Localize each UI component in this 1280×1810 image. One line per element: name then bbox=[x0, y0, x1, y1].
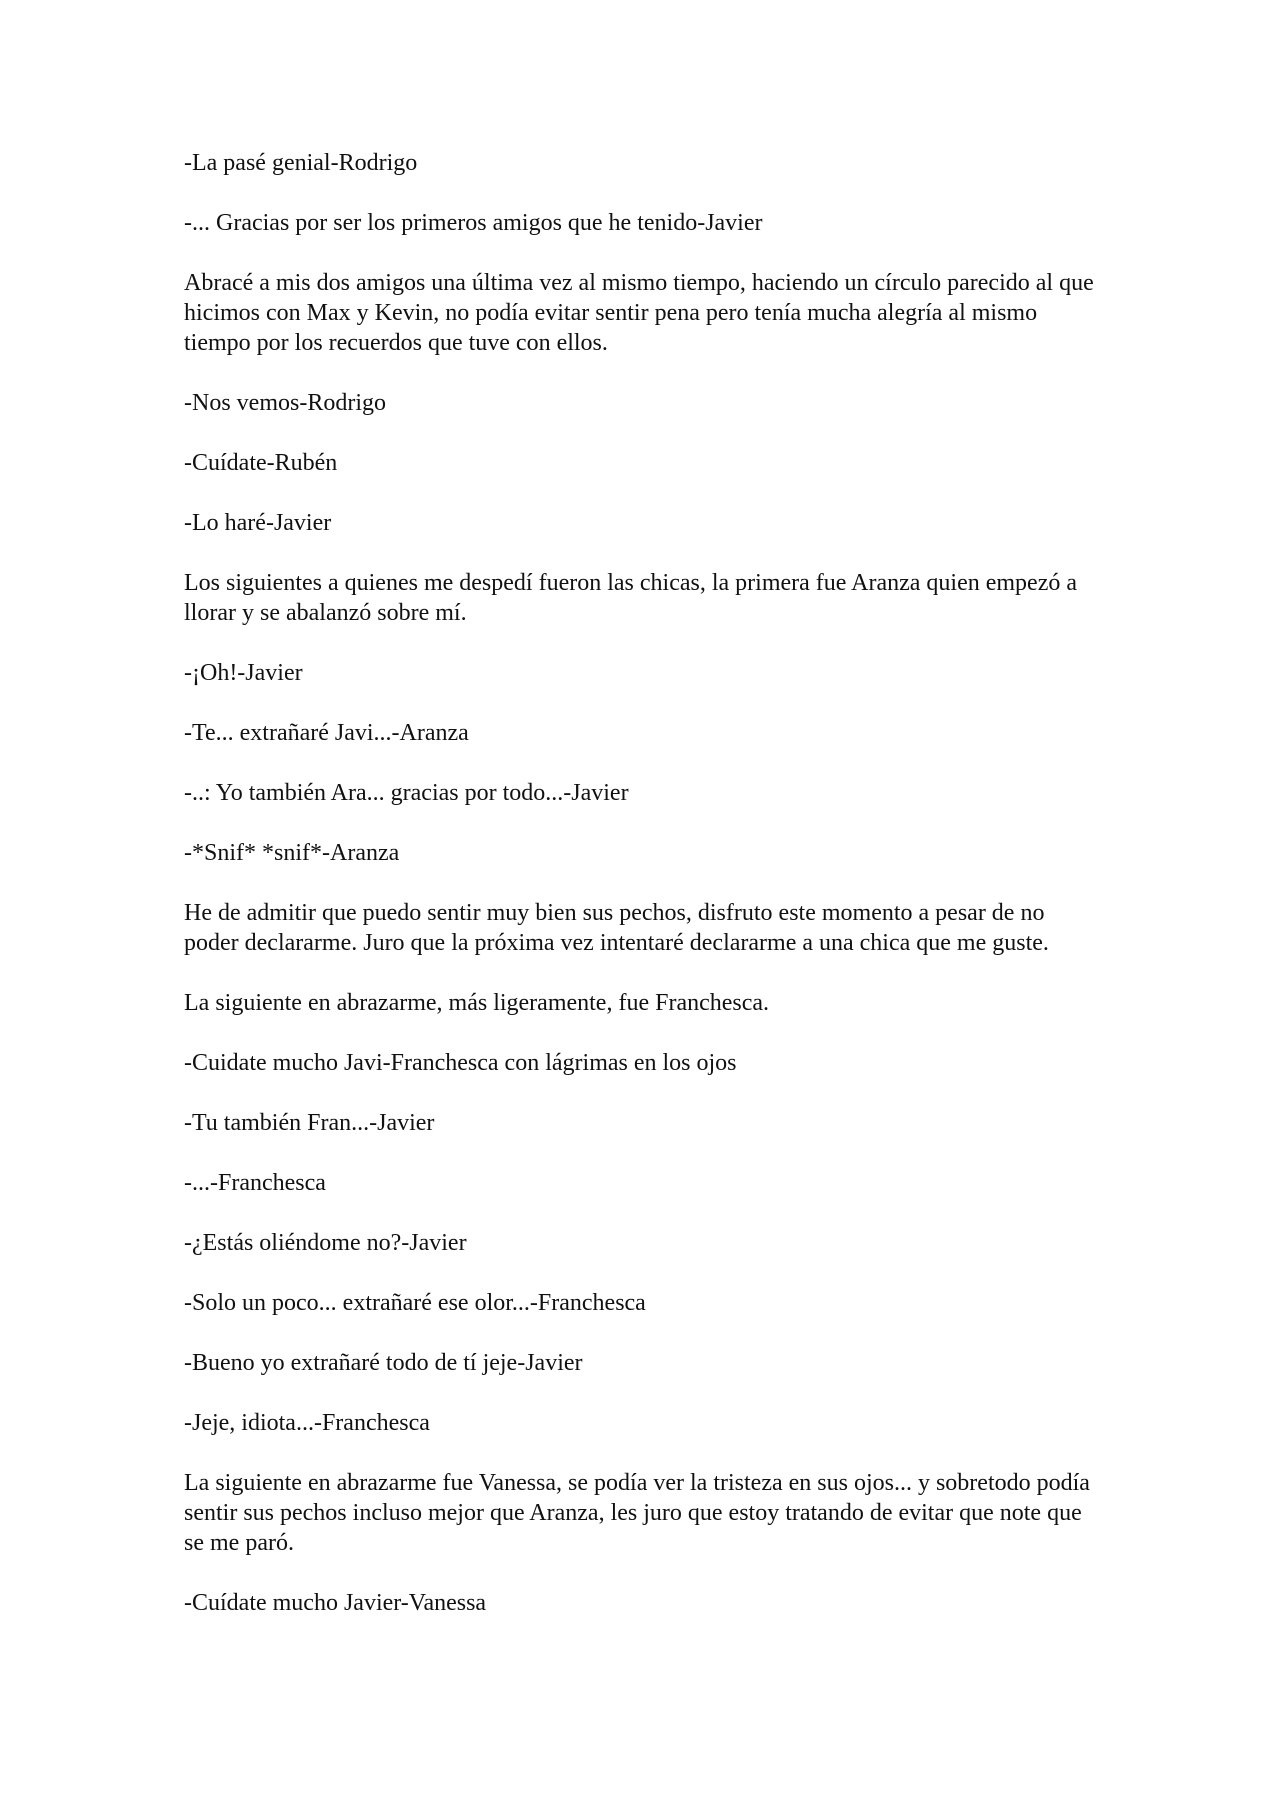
document-body bbox=[184, 148, 1104, 1648]
paragraph: -¡Oh!-Javier bbox=[184, 660, 303, 686]
paragraph: -Tu también Fran...-Javier bbox=[184, 1110, 435, 1136]
paragraph: -¿Estás oliéndome no?-Javier bbox=[184, 1230, 467, 1256]
paragraph: -Te... extrañaré Javi...-Aranza bbox=[184, 720, 469, 746]
paragraph: -Bueno yo extrañaré todo de tí jeje-Javier bbox=[184, 1350, 583, 1376]
paragraph: -La pasé genial-Rodrigo bbox=[184, 150, 418, 176]
paragraph: -Solo un poco... extrañaré ese olor...-Franchesca bbox=[184, 1290, 646, 1316]
paragraph: -...-Franchesca bbox=[184, 1170, 326, 1196]
paragraph: -Cuidate mucho Javi-Franchesca con lágrimas en los ojos bbox=[184, 1050, 737, 1076]
paragraph: -Nos vemos-Rodrigo bbox=[184, 390, 386, 416]
paragraph: La siguiente en abrazarme fue Vanessa, se podía ver la tristeza en sus ojos... y sobretodo podía sentir sus pechos incluso mejor que Aranza, les juro que estoy tratando de evitar que note que se me paró. bbox=[184, 1470, 1090, 1556]
paragraph: La siguiente en abrazarme, más ligeramente, fue Franchesca. bbox=[184, 990, 770, 1016]
paragraph: He de admitir que puedo sentir muy bien sus pechos, disfruto este momento a pesar de no poder declararme. Juro que la próxima vez intentaré declararme a una chica que me guste. bbox=[184, 900, 1049, 956]
paragraph: Abracé a mis dos amigos una última vez al mismo tiempo, haciendo un círculo parecido al que hicimos con Max y Kevin, no podía evitar sentir pena pero tenía mucha alegría al mismo tiempo por los recuerdos que tuve con ellos. bbox=[184, 270, 1094, 356]
paragraph: -Jeje, idiota...-Franchesca bbox=[184, 1410, 430, 1436]
paragraph: -*Snif* *snif*-Aranza bbox=[184, 840, 400, 866]
paragraph: -..: Yo también Ara... gracias por todo...-Javier bbox=[184, 780, 629, 806]
paragraph: -... Gracias por ser los primeros amigos que he tenido-Javier bbox=[184, 210, 763, 236]
paragraph: Los siguientes a quienes me despedí fueron las chicas, la primera fue Aranza quien empezó a llorar y se abalanzó sobre mí. bbox=[184, 570, 1077, 626]
paragraph: -Cuídate mucho Javier-Vanessa bbox=[184, 1590, 487, 1616]
paragraph: -Cuídate-Rubén bbox=[184, 450, 338, 476]
paragraph: -Lo haré-Javier bbox=[184, 510, 332, 536]
